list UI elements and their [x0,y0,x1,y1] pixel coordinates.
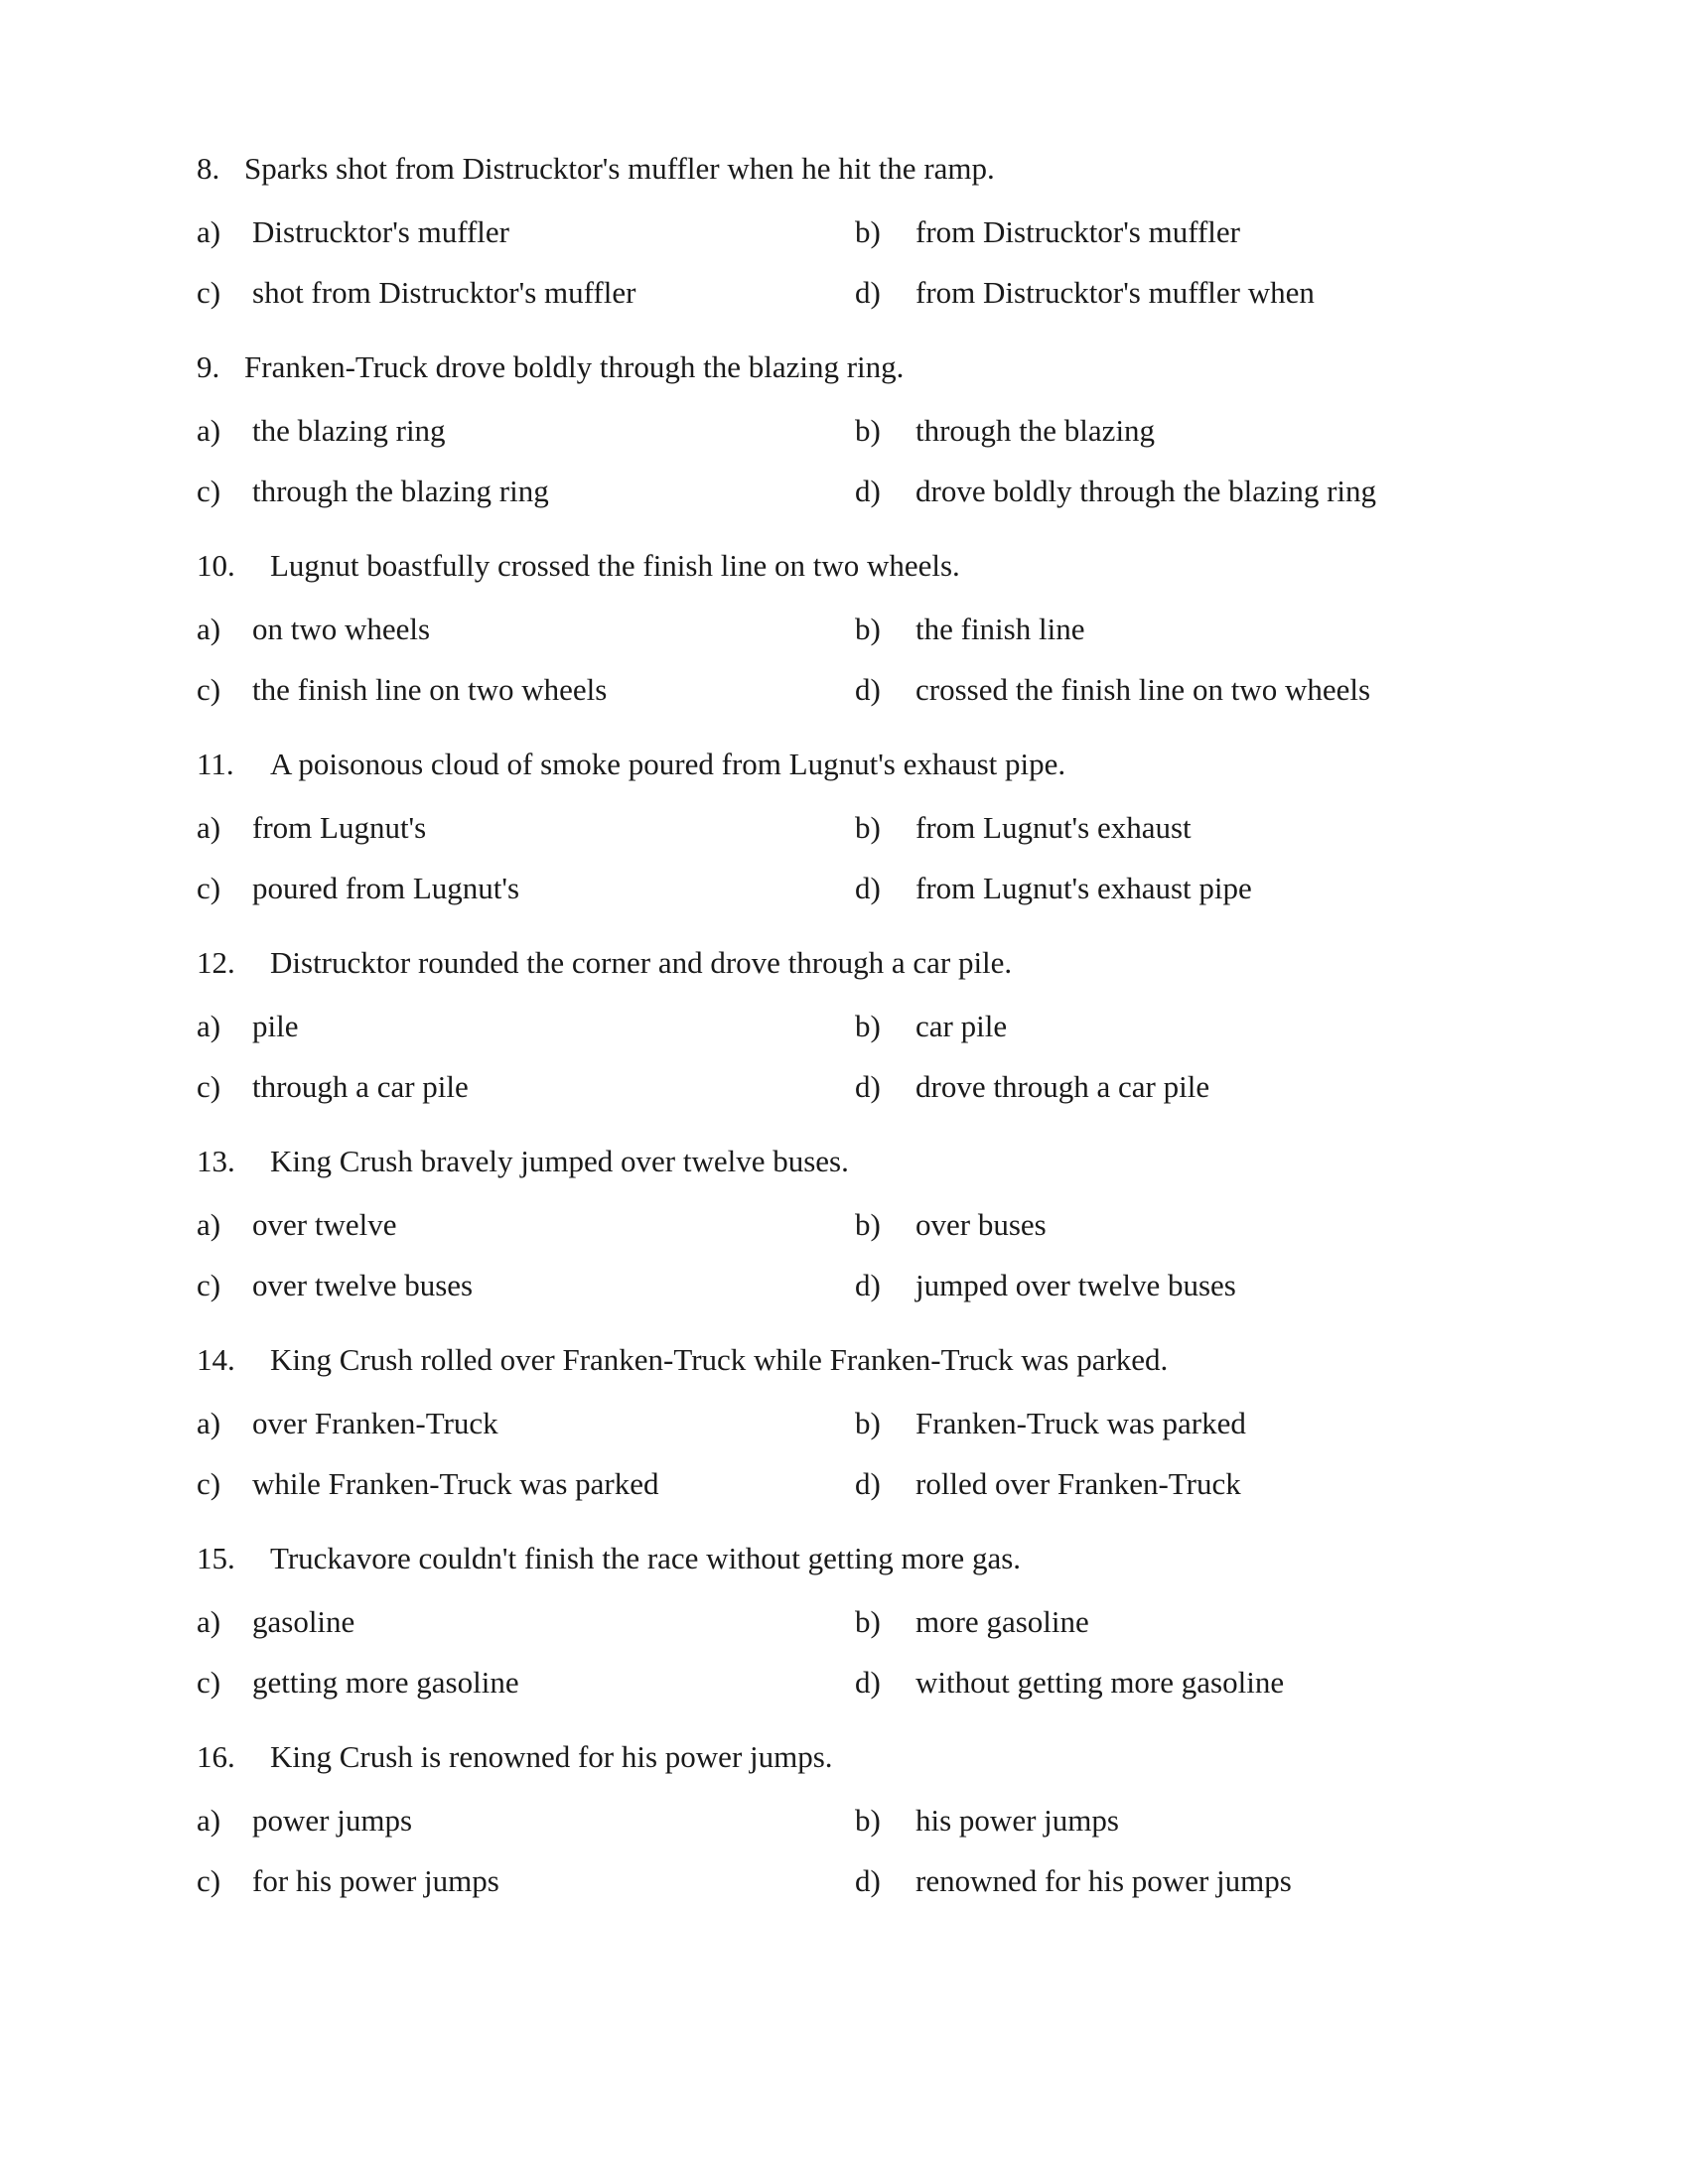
option-d[interactable] [855,470,1376,513]
option-c[interactable] [197,1661,519,1705]
question-number: 11. [197,747,234,781]
question-number: 9. [197,349,220,384]
option-text: from Distrucktor's muffler [915,214,1240,249]
option-text: over twelve buses [252,1268,474,1302]
question-text: Lugnut boastfully crossed the finish line on two wheels. [270,548,960,583]
option-d[interactable] [855,271,1315,315]
question-stem [197,743,1065,786]
option-b[interactable] [855,1005,1007,1048]
option-letter: b) [855,1803,881,1838]
option-letter: a) [197,1406,221,1440]
option-text: over twelve [252,1207,397,1242]
option-letter: c) [197,275,221,310]
option-letter: a) [197,1009,221,1043]
question-number: 14. [197,1342,235,1377]
option-text: the finish line [915,612,1085,646]
question-text: King Crush rolled over Franken-Truck while Franken-Truck was parked. [270,1342,1169,1377]
option-b[interactable] [855,1402,1246,1445]
option-d[interactable] [855,1065,1209,1109]
question-text: Franken-Truck drove boldly through the blazing ring. [244,349,905,384]
question-number: 16. [197,1739,235,1774]
option-text: jumped over twelve buses [915,1268,1236,1302]
option-letter: d) [855,1863,881,1898]
question-stem [197,345,904,389]
option-letter: d) [855,672,881,707]
option-b[interactable] [855,1799,1119,1843]
question-number: 8. [197,151,220,186]
question-text: Distrucktor rounded the corner and drove through a car pile. [270,945,1013,980]
option-text: drove boldly through the blazing ring [915,474,1377,508]
option-c[interactable] [197,1859,499,1903]
option-d[interactable] [855,1859,1292,1903]
option-text: from Lugnut's exhaust pipe [915,871,1252,905]
option-text: drove through a car pile [915,1069,1210,1104]
option-c[interactable] [197,1065,469,1109]
question-text: King Crush bravely jumped over twelve buses. [270,1144,849,1178]
question-stem [197,147,995,191]
option-letter: d) [855,1466,881,1501]
option-text: renowned for his power jumps [915,1863,1292,1898]
option-a[interactable] [197,1005,299,1048]
option-c[interactable] [197,867,519,910]
option-a[interactable] [197,806,426,850]
question-stem [197,1140,849,1183]
option-d[interactable] [855,1462,1241,1506]
option-c[interactable] [197,470,549,513]
question-stem [197,544,960,588]
option-text: the blazing ring [252,413,446,448]
option-text: on two wheels [252,612,431,646]
option-text: gasoline [252,1604,355,1639]
option-text: over Franken-Truck [252,1406,498,1440]
option-text: through the blazing [915,413,1156,448]
question-number: 12. [197,945,235,980]
option-letter: c) [197,871,221,905]
option-d[interactable] [855,1264,1236,1307]
question-16 [197,1735,1507,1904]
option-text: over buses [915,1207,1047,1242]
option-b[interactable] [855,210,1240,254]
option-letter: c) [197,672,221,707]
option-a[interactable] [197,608,430,651]
option-letter: c) [197,1466,221,1501]
option-text: his power jumps [915,1803,1119,1838]
option-a[interactable] [197,409,446,453]
question-11 [197,743,1507,911]
option-a[interactable] [197,1203,396,1247]
question-text: Sparks shot from Distrucktor's muffler when he hit the ramp. [244,151,995,186]
option-text: from Distrucktor's muffler when [915,275,1315,310]
option-letter: b) [855,214,881,249]
option-letter: a) [197,1803,221,1838]
option-letter: a) [197,1604,221,1639]
question-10 [197,544,1507,713]
option-letter: d) [855,871,881,905]
question-number: 13. [197,1144,235,1178]
option-b[interactable] [855,1600,1089,1644]
option-a[interactable] [197,1402,498,1445]
option-text: more gasoline [915,1604,1089,1639]
option-a[interactable] [197,1600,354,1644]
option-a[interactable] [197,210,509,254]
option-c[interactable] [197,668,607,712]
option-letter: b) [855,1009,881,1043]
option-text: the finish line on two wheels [252,672,608,707]
option-letter: d) [855,275,881,310]
question-15 [197,1537,1507,1706]
option-c[interactable] [197,1264,473,1307]
question-stem [197,1338,1168,1382]
option-letter: b) [855,1207,881,1242]
option-letter: b) [855,1406,881,1440]
option-b[interactable] [855,409,1155,453]
question-13 [197,1140,1507,1308]
option-text: Franken-Truck was parked [915,1406,1246,1440]
option-text: without getting more gasoline [915,1665,1285,1700]
question-14 [197,1338,1507,1507]
option-text: poured from Lugnut's [252,871,520,905]
option-c[interactable] [197,271,635,315]
option-text: while Franken-Truck was parked [252,1466,659,1501]
option-letter: a) [197,413,221,448]
option-letter: c) [197,474,221,508]
option-text: from Lugnut's exhaust [915,810,1192,845]
question-text: A poisonous cloud of smoke poured from Lugnut's exhaust pipe. [270,747,1066,781]
option-d[interactable] [855,1661,1284,1705]
option-letter: c) [197,1069,221,1104]
option-letter: a) [197,1207,221,1242]
option-letter: d) [855,474,881,508]
option-b[interactable] [855,806,1192,850]
option-text: Distrucktor's muffler [252,214,509,249]
option-text: for his power jumps [252,1863,499,1898]
option-text: getting more gasoline [252,1665,519,1700]
option-b[interactable] [855,608,1084,651]
question-number: 15. [197,1541,235,1575]
option-text: from Lugnut's [252,810,427,845]
option-letter: a) [197,612,221,646]
option-letter: b) [855,1604,881,1639]
option-letter: c) [197,1665,221,1700]
question-number: 10. [197,548,235,583]
option-text: pile [252,1009,299,1043]
option-d[interactable] [855,668,1370,712]
option-d[interactable] [855,867,1252,910]
option-letter: c) [197,1268,221,1302]
option-c[interactable] [197,1462,659,1506]
option-text: crossed the finish line on two wheels [915,672,1371,707]
option-letter: b) [855,612,881,646]
option-letter: c) [197,1863,221,1898]
option-letter: d) [855,1069,881,1104]
question-9 [197,345,1507,514]
option-letter: b) [855,413,881,448]
question-stem [197,941,1012,985]
option-letter: a) [197,810,221,845]
question-text: King Crush is renowned for his power jumps. [270,1739,833,1774]
option-letter: b) [855,810,881,845]
option-a[interactable] [197,1799,412,1843]
option-text: car pile [915,1009,1008,1043]
option-text: through the blazing ring [252,474,549,508]
option-text: power jumps [252,1803,413,1838]
option-text: through a car pile [252,1069,469,1104]
question-stem [197,1537,1021,1580]
option-b[interactable] [855,1203,1047,1247]
option-letter: a) [197,214,221,249]
option-letter: d) [855,1268,881,1302]
option-text: rolled over Franken-Truck [915,1466,1241,1501]
option-text: shot from Distrucktor's muffler [252,275,636,310]
option-letter: d) [855,1665,881,1700]
question-stem [197,1735,833,1779]
question-8 [197,147,1507,316]
question-12 [197,941,1507,1110]
question-text: Truckavore couldn't finish the race without getting more gas. [270,1541,1022,1575]
